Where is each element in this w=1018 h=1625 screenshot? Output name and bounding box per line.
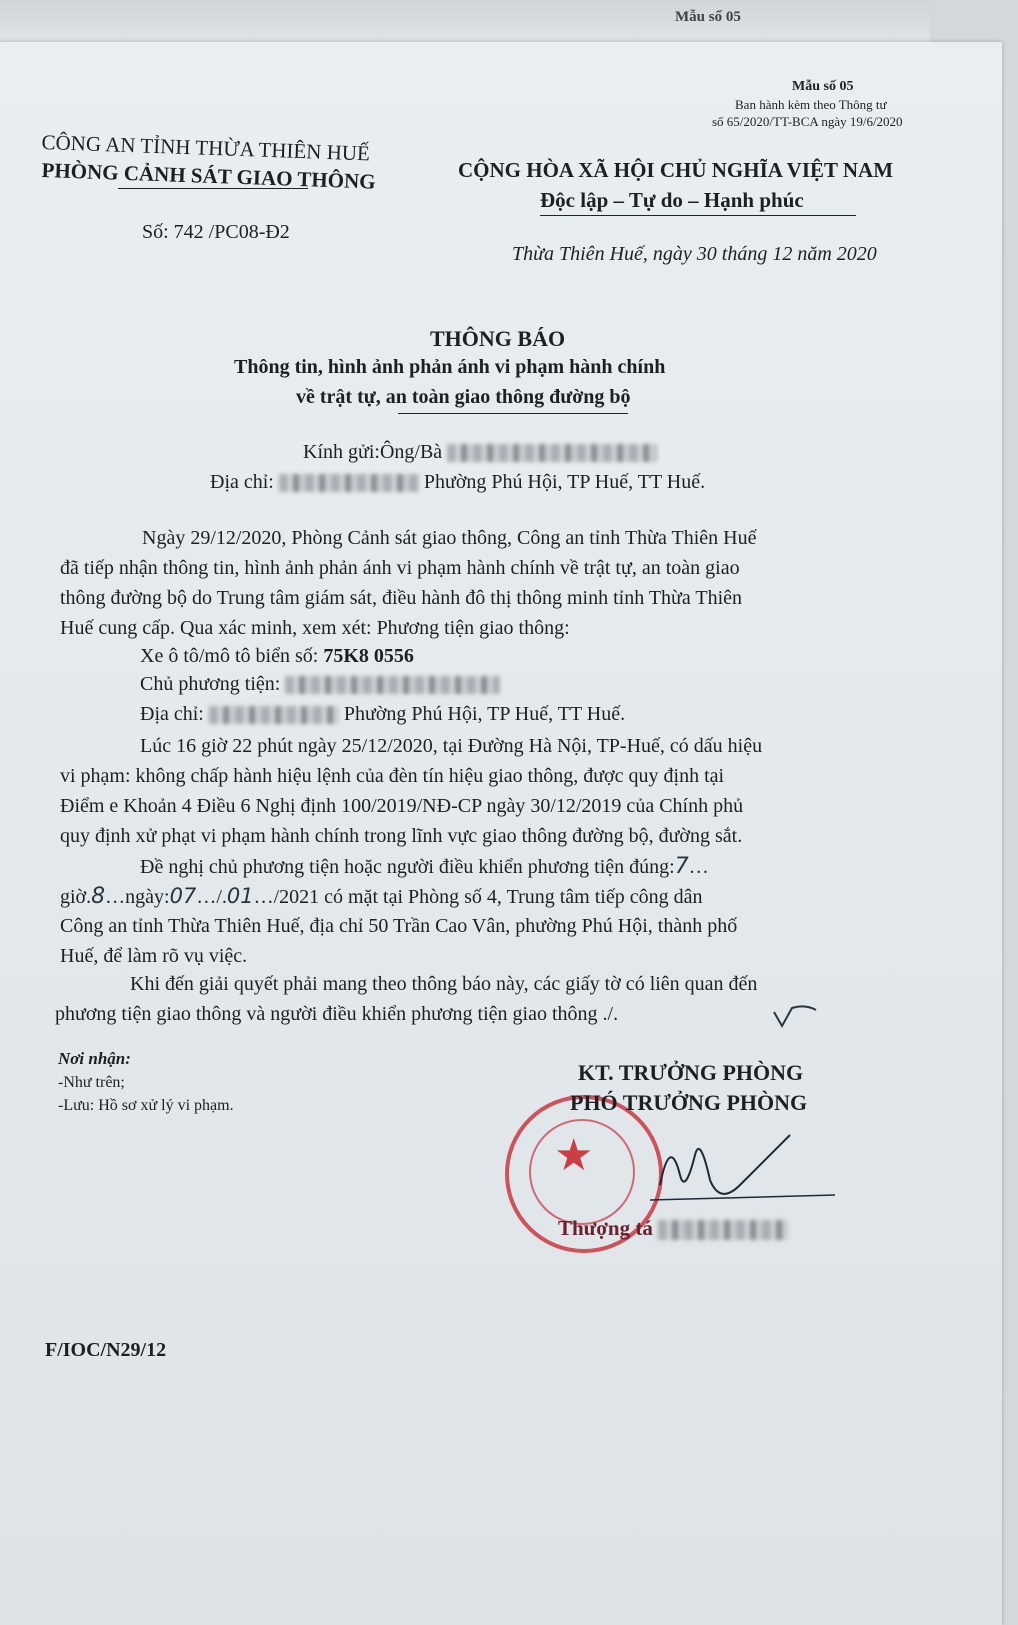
redacted-address <box>279 474 419 492</box>
redacted-name <box>447 444 657 462</box>
form-issued-with: Ban hành kèm theo Thông tư <box>735 97 887 112</box>
redacted-owner <box>285 676 500 694</box>
body-p4-line2: phương tiện giao thông và người điều khiển phương tiện giao thông ./. <box>55 1003 619 1025</box>
form-circular: số 65/2020/TT-BCA ngày 19/6/2020 <box>712 114 903 129</box>
plate-number: 75K8 0556 <box>323 645 414 667</box>
signer-line <box>558 1218 788 1240</box>
issuer-department: PHÒNG CẢNH SÁT GIAO THÔNG <box>41 158 376 194</box>
recipient-greeting: Kính gửi:Ông/Bà <box>303 441 443 463</box>
country-name: CỘNG HÒA XÃ HỘI CHỦ NGHĨA VIỆT NAM <box>458 158 894 182</box>
body-p3-line4: Huế, để làm rõ vụ việc. <box>60 945 248 967</box>
handwritten-day: 07 <box>169 884 197 908</box>
recipient-line <box>303 442 657 462</box>
signature-title-1: KT. TRƯỞNG PHÒNG <box>578 1060 804 1085</box>
body-p3-line1: Đề nghị chủ phương tiện hoặc người điều khiển phương tiện đúng:7… <box>140 854 709 879</box>
plate-line <box>140 646 414 666</box>
body-p3-line2: giờ.8…ngày:07…/.01…/2021 có mặt tại Phòng số 4, Trung tâm tiếp công dân <box>60 884 703 909</box>
body-p2-line3: Điểm e Khoản 4 Điều 6 Nghị định 100/2019/NĐ-CP ngày 30/12/2019 của Chính phủ <box>60 795 744 817</box>
recipients-heading: Nơi nhận: <box>58 1049 131 1068</box>
seal-star-icon: ★ <box>554 1131 594 1180</box>
body-p3-ngay: …ngày: <box>105 886 170 908</box>
owner-line <box>140 674 500 694</box>
recipient-address-line <box>210 472 705 492</box>
form-number: Mẫu số 05 <box>792 79 854 94</box>
motto-underline <box>540 215 856 216</box>
handwritten-hour: 7 <box>674 854 689 879</box>
owner-address-label: Địa chỉ: <box>140 703 204 725</box>
background-top <box>0 0 1018 44</box>
body-p4-line1: Khi đến giải quyết phải mang theo thông báo này, các giấy tờ có liên quan đến <box>130 973 758 995</box>
recipient-address-label: Địa chỉ: <box>210 471 274 493</box>
handwritten-month: 01 <box>226 884 254 908</box>
national-motto: Độc lập – Tự do – Hạnh phúc <box>540 188 804 212</box>
issuer-underline <box>118 188 308 189</box>
handwritten-minute: 8 <box>91 884 106 909</box>
body-p2-line2: vi phạm: không chấp hành hiệu lệnh của đèn tín hiệu giao thông, được quy định tại <box>60 765 725 787</box>
signature-title-2: PHÓ TRƯỞNG PHÒNG <box>570 1090 808 1115</box>
underlying-form-number: Mẫu số 05 <box>675 9 741 25</box>
body-p3-rest: …/2021 có mặt tại Phòng số 4, Trung tâm tiếp công dân <box>253 886 703 908</box>
recipients-item-1: -Như trên; <box>58 1074 125 1091</box>
body-p1-line4: Huế cung cấp. Qua xác minh, xem xét: Phương tiện giao thông: <box>60 617 570 639</box>
issuer-agency: CÔNG AN TỈNH THỪA THIÊN HUẾ <box>41 130 371 166</box>
body-p1-line1: Ngày 29/12/2020, Phòng Cảnh sát giao thông, Công an tỉnh Thừa Thiên Huế <box>142 527 757 549</box>
place-date: Thừa Thiên Huế, ngày 30 tháng 12 năm 2020 <box>512 243 877 265</box>
body-p3-text1: Đề nghị chủ phương tiện hoặc người điều khiển phương tiện đúng: <box>140 856 675 878</box>
body-p1-line3: thông đường bộ do Trung tâm giám sát, điều hành đô thị thông minh tỉnh Thừa Thiên <box>60 587 743 609</box>
body-p3-line3: Công an tỉnh Thừa Thiên Huế, địa chỉ 50 Trần Cao Vân, phường Phú Hội, thành phố <box>60 915 738 937</box>
body-p2-line1: Lúc 16 giờ 22 phút ngày 25/12/2020, tại Đường Hà Nội, TP-Huế, có dấu hiệu <box>140 735 763 757</box>
redacted-signer-name <box>658 1220 788 1240</box>
plate-label: Xe ô tô/mô tô biển số: <box>140 645 319 667</box>
owner-address-tail: Phường Phú Hội, TP Huế, TT Huế. <box>343 703 626 725</box>
owner-label: Chủ phương tiện: <box>140 673 281 695</box>
document-number: Số: 742 /PC08-Đ2 <box>142 221 290 243</box>
document-subtitle-2: về trật tự, an toàn giao thông đường bộ <box>296 386 631 408</box>
title-underline <box>398 413 628 414</box>
signer-rank: Thượng tá <box>558 1216 653 1240</box>
recipient-address-tail: Phường Phú Hội, TP Huế, TT Huế. <box>423 471 706 493</box>
handwritten-tick-mark <box>770 1000 820 1030</box>
redacted-owner-address <box>209 706 339 724</box>
body-p2-line4: quy định xử phạt vi phạm hành chính trong lĩnh vực giao thông đường bộ, đường sắt. <box>60 825 743 847</box>
body-p1-line2: đã tiếp nhận thông tin, hình ảnh phản ánh vi phạm hành chính về trật tự, an toàn giao <box>60 557 740 579</box>
footer-code: F/IOC/N29/12 <box>45 1339 167 1361</box>
body-p3-gio: giờ. <box>60 886 92 908</box>
owner-address-line <box>140 704 625 724</box>
handwritten-signature <box>640 1125 840 1215</box>
document-title: THÔNG BÁO <box>430 326 566 351</box>
recipients-item-2: -Lưu: Hồ sơ xử lý vi phạm. <box>58 1097 234 1114</box>
document-subtitle-1: Thông tin, hình ảnh phản ánh vi phạm hành chính <box>234 356 666 378</box>
